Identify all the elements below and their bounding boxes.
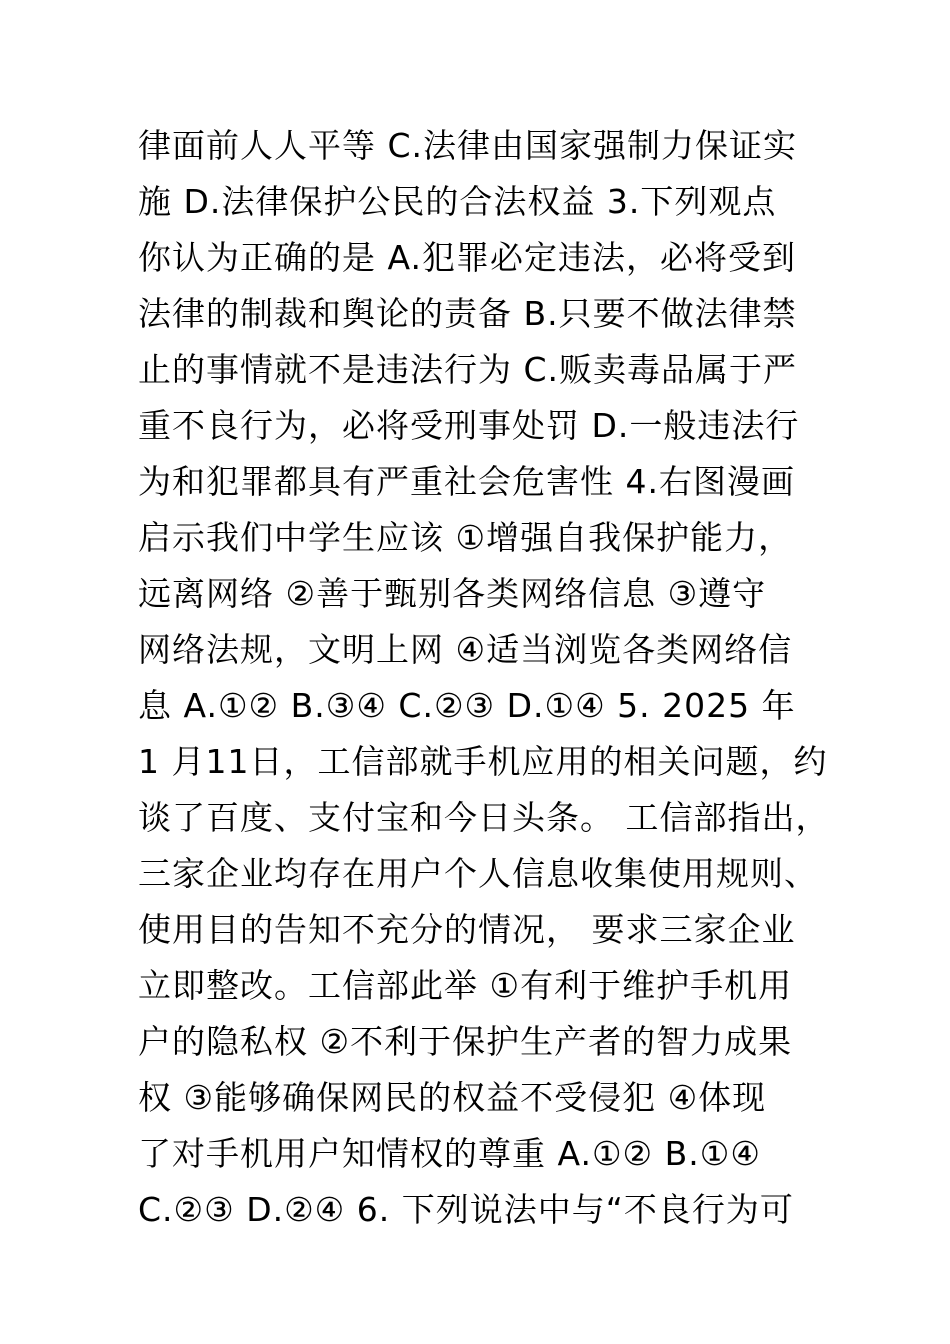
text-line: 息 A.①② B.③④ C.②③ D.①④ 5. 2025 年 <box>138 686 796 725</box>
text-line: 谈了百度、支付宝和今日头条。 工信部指出， <box>138 798 830 837</box>
text-line: 为和犯罪都具有严重社会危害性 4.右图漫画 <box>138 462 795 501</box>
text-line: 你认为正确的是 A.犯罪必定违法，必将受到 <box>138 238 796 277</box>
text-line: 权 ③能够确保网民的权益不受侵犯 ④体现 <box>138 1078 767 1117</box>
document-body <box>138 118 838 1238</box>
text-line: 立即整改。工信部此举 ①有利于维护手机用 <box>138 966 793 1005</box>
text-line: 远离网络 ②善于甄别各类网络信息 ③遵守 <box>138 574 767 613</box>
text-line: 1 月11日，工信部就手机应用的相关问题，约 <box>138 742 828 781</box>
text-line: 施 D.法律保护公民的合法权益 3.下列观点 <box>138 182 777 221</box>
text-line: 网络法规，文明上网 ④适当浏览各类网络信 <box>138 630 793 669</box>
text-line: 律面前人人平等 C.法律由国家强制力保证实 <box>138 126 798 165</box>
text-line: 户的隐私权 ②不利于保护生产者的智力成果 <box>138 1022 793 1061</box>
text-line: 重不良行为，必将受刑事处罚 D.一般违法行 <box>138 406 800 445</box>
text-line: 止的事情就不是违法行为 C.贩卖毒品属于严 <box>138 350 798 389</box>
text-line: 启示我们中学生应该 ①增强自我保护能力， <box>138 518 793 557</box>
text-line: 了对手机用户知情权的尊重 A.①② B.①④ <box>138 1134 761 1173</box>
text-line: C.②③ D.②④ 6. 下列说法中与“不良行为可 <box>138 1190 794 1229</box>
text-line: 使用目的告知不充分的情况， 要求三家企业 <box>138 910 796 949</box>
text-line: 法律的制裁和舆论的责备 B.只要不做法律禁 <box>138 294 797 333</box>
text-line: 三家企业均存在用户个人信息收集使用规则、 <box>138 854 818 893</box>
